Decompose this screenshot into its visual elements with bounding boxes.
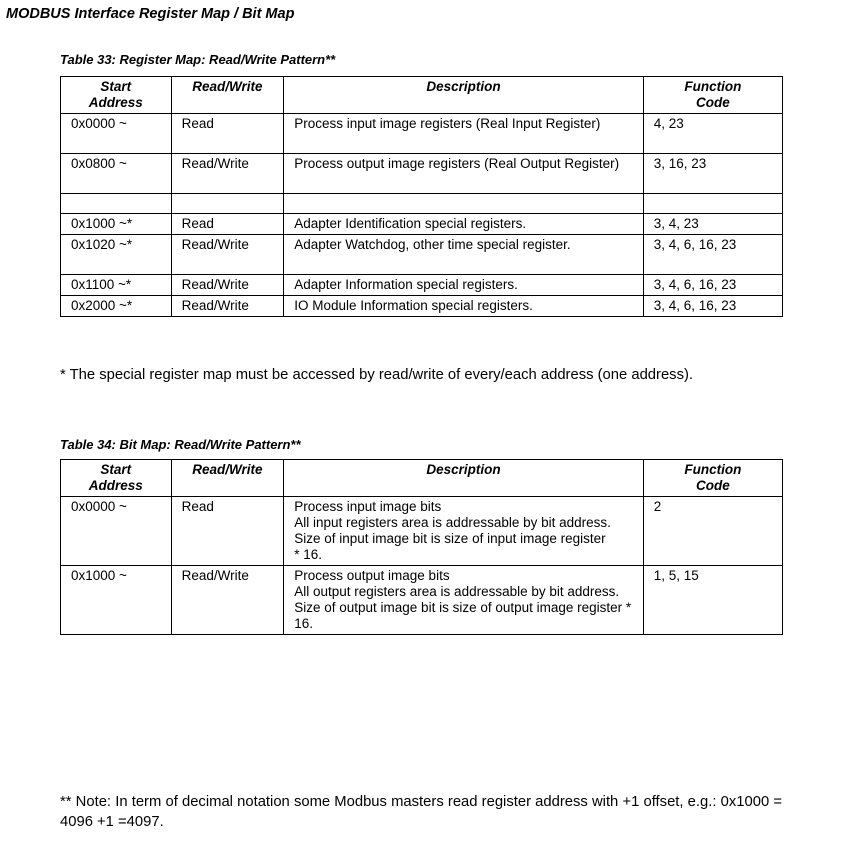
cell-address xyxy=(61,194,172,214)
cell-address: 0x1100 ~* xyxy=(61,275,172,296)
cell-function-code xyxy=(643,194,782,214)
cell-function-code: 2 xyxy=(643,497,782,566)
page-title: MODBUS Interface Register Map / Bit Map xyxy=(6,6,295,22)
header-start-address: Start Address xyxy=(61,460,172,497)
table-row xyxy=(61,275,783,296)
table-row xyxy=(61,235,783,275)
special-register-footnote: * The special register map must be accessed by read/write of every/each address (one address). xyxy=(60,367,694,383)
description-line: Size of input image bit is size of input image register xyxy=(294,531,606,546)
cell-read-write: Read xyxy=(171,214,284,235)
header-read-write: Read/Write xyxy=(171,77,284,114)
cell-read-write: Read xyxy=(171,114,284,154)
table-row xyxy=(61,154,783,194)
cell-function-code: 3, 4, 6, 16, 23 xyxy=(643,235,782,275)
description-line: Process input image bits xyxy=(294,499,442,514)
decimal-notation-note: ** Note: In term of decimal notation some Modbus masters read register address with +1 offset, e.g.: 0x1000 = 4096 +1 =4097. xyxy=(60,794,782,830)
cell-read-write: Read/Write xyxy=(171,154,284,194)
description-line: Process output image bits xyxy=(294,568,450,583)
header-description: Description xyxy=(284,460,643,497)
cell-read-write xyxy=(171,194,284,214)
cell-address: 0x1000 ~ xyxy=(61,566,172,635)
cell-description xyxy=(284,194,643,214)
table-header-row xyxy=(61,77,783,114)
header-function-code: Function Code xyxy=(643,460,782,497)
cell-function-code: 3, 4, 23 xyxy=(643,214,782,235)
header-read-write: Read/Write xyxy=(171,460,284,497)
description-line: All input registers area is addressable by bit address. xyxy=(294,515,611,530)
cell-read-write: Read/Write xyxy=(171,566,284,635)
table-row xyxy=(61,114,783,154)
cell-description xyxy=(284,566,643,635)
table-row xyxy=(61,214,783,235)
cell-description: Adapter Identification special registers. xyxy=(284,214,643,235)
cell-read-write: Read/Write xyxy=(171,235,284,275)
table-row-empty xyxy=(61,194,783,214)
cell-description: Adapter Information special registers. xyxy=(284,275,643,296)
cell-read-write: Read xyxy=(171,497,284,566)
header-function-code: Function Code xyxy=(643,77,782,114)
description-line: * 16. xyxy=(294,547,323,562)
description-line: All output registers area is addressable by bit address. xyxy=(294,584,620,599)
cell-function-code: 3, 16, 23 xyxy=(643,154,782,194)
table-row xyxy=(61,566,783,635)
cell-address: 0x1020 ~* xyxy=(61,235,172,275)
cell-description: Adapter Watchdog, other time special register. xyxy=(284,235,643,275)
cell-address: 0x1000 ~* xyxy=(61,214,172,235)
table-header-row xyxy=(61,460,783,497)
cell-description: IO Module Information special registers. xyxy=(284,296,643,317)
cell-address: 0x0800 ~ xyxy=(61,154,172,194)
cell-address: 0x0000 ~ xyxy=(61,114,172,154)
cell-address: 0x0000 ~ xyxy=(61,497,172,566)
table-row xyxy=(61,497,783,566)
table-34-caption: Table 34: Bit Map: Read/Write Pattern** xyxy=(60,437,301,452)
cell-read-write: Read/Write xyxy=(171,296,284,317)
cell-description xyxy=(284,497,643,566)
cell-description: Process output image registers (Real Output Register) xyxy=(284,154,643,194)
bit-map-table xyxy=(60,459,783,635)
cell-function-code: 3, 4, 6, 16, 23 xyxy=(643,296,782,317)
cell-function-code: 1, 5, 15 xyxy=(643,566,782,635)
cell-address: 0x2000 ~* xyxy=(61,296,172,317)
register-map-table xyxy=(60,76,783,317)
cell-read-write: Read/Write xyxy=(171,275,284,296)
header-description: Description xyxy=(284,77,643,114)
cell-function-code: 4, 23 xyxy=(643,114,782,154)
table-row xyxy=(61,296,783,317)
cell-description: Process input image registers (Real Input Register) xyxy=(284,114,643,154)
header-start-address: Start Address xyxy=(61,77,172,114)
description-line: Size of output image bit is size of output image register * 16. xyxy=(294,600,632,631)
table-33-caption: Table 33: Register Map: Read/Write Pattern** xyxy=(60,52,336,67)
cell-function-code: 3, 4, 6, 16, 23 xyxy=(643,275,782,296)
